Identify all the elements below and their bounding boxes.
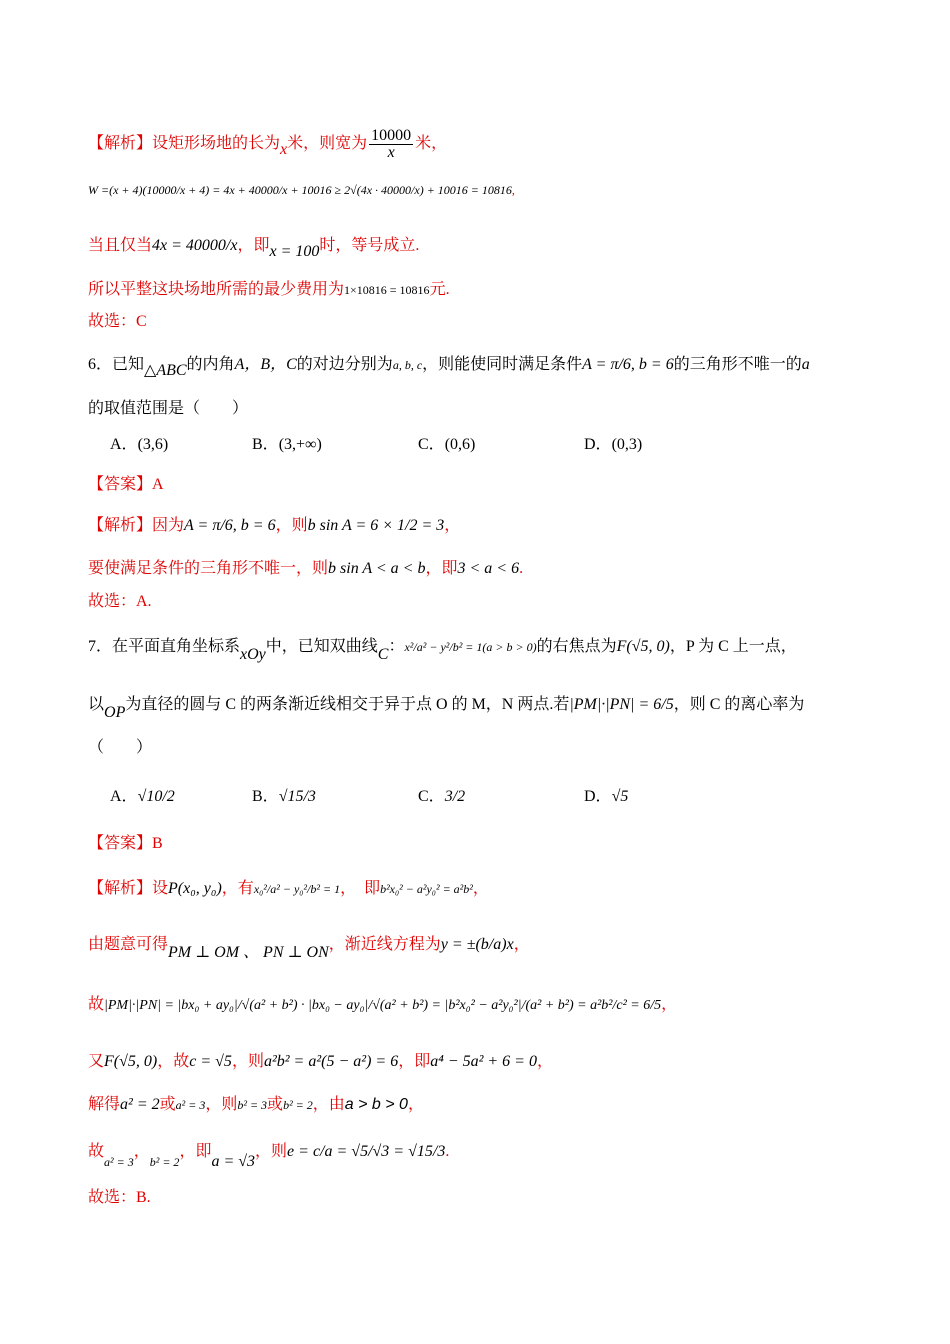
math-formula: x₀²/a² − y₀²/b² = 1 — [253, 882, 341, 896]
text: ，P 为 C 上一点， — [669, 638, 797, 655]
text: ，即 — [398, 1053, 431, 1070]
math-formula: A，B，C — [234, 356, 297, 373]
text: 的右焦点为 — [536, 638, 617, 655]
text: ，则 — [275, 517, 308, 534]
q7-final — [88, 1186, 890, 1210]
option-value: (3,+∞) — [278, 436, 322, 453]
math-formula: 1×10816 = 10816 — [344, 283, 430, 297]
q5-solution-line1 — [88, 128, 890, 161]
math-formula: a, b, c — [392, 358, 423, 372]
option-value: (0,3) — [611, 436, 643, 453]
text: 中，已知双曲线 — [265, 638, 378, 655]
text: ， — [536, 1053, 553, 1070]
q7-stem-line1 — [88, 635, 890, 663]
text: 以 — [88, 696, 105, 713]
q6-option-b — [252, 433, 322, 457]
math-formula: OP — [104, 704, 126, 721]
math-formula: y = ±(b/a)x — [440, 936, 514, 953]
math-formula: b² = 2 — [149, 1155, 180, 1169]
answer-tag: 【答案】 — [88, 476, 153, 493]
text: ，则 — [205, 1096, 238, 1113]
math-formula: b²x₀² − a²y₀² = a²b² — [380, 882, 473, 896]
text: ，即 — [425, 560, 458, 577]
text: ， — [407, 1096, 424, 1113]
text: ，则 — [255, 1143, 288, 1160]
math-formula: x = 100 — [269, 243, 320, 260]
text: 7．在平面直角坐标系 — [88, 638, 241, 655]
math-formula: a² = 3 — [175, 1098, 206, 1112]
option-value: (3,6) — [137, 436, 169, 453]
option-value: √15/3 — [278, 788, 316, 805]
text: 或 — [159, 1096, 176, 1113]
option-label: B． — [252, 788, 279, 805]
q7-option-a — [110, 785, 175, 809]
text: 故 — [88, 1143, 105, 1160]
text: ， 即 — [340, 880, 381, 897]
option-value: √5 — [611, 788, 629, 805]
text: 的三角形不唯一的 — [673, 356, 802, 373]
text: 当且仅当 — [88, 237, 153, 254]
math-formula: b sin A = 6 × 1/2 = 3 — [307, 517, 445, 534]
q6-solution-line1 — [88, 514, 890, 538]
q7-stem-line3 — [88, 736, 890, 760]
q7-solution-line6 — [88, 1140, 890, 1170]
text: 又 — [88, 1053, 105, 1070]
text: 或 — [267, 1096, 284, 1113]
q7-solution-line5 — [88, 1093, 890, 1117]
option-label: C． — [418, 788, 445, 805]
text: 解得 — [88, 1096, 121, 1113]
q6-solution-line2 — [88, 557, 890, 581]
math-formula: PM ⊥ OM 、 PN ⊥ ON — [168, 944, 329, 961]
text: 6．已知 — [88, 356, 145, 373]
answer-value: B — [152, 835, 163, 852]
option-label: A． — [110, 788, 138, 805]
text: ， — [472, 880, 489, 897]
math-formula: |PM|·|PN| = |bx₀ + ay₀|/√(a² + b²) · |bx₀ − ay₀|/√(a² + b²) = |b²x₀² − a²y₀²|/(a² + b²) = a²b²/c² = 6/5 — [104, 998, 662, 1013]
q5-solution-line4 — [88, 278, 890, 302]
q6-final — [88, 590, 890, 614]
fraction-numerator: 10000 — [371, 127, 412, 144]
math-formula: |PM|·|PN| = 6/5 — [569, 696, 674, 713]
math-formula: c = √5 — [189, 1053, 232, 1070]
math-formula: 3 < a < 6 — [457, 560, 520, 577]
math-formula: b sin A < a < b — [328, 560, 426, 577]
text: （ ） — [88, 739, 153, 756]
solution-tag: 【解析】 — [88, 517, 153, 534]
text: ，则 C 的离心率为 — [673, 696, 805, 713]
math-formula: 4x = 40000/x — [152, 237, 238, 254]
q7-solution-line4 — [88, 1050, 890, 1074]
text: 的取值范围是（ ） — [88, 400, 249, 417]
q7-solution-line1 — [88, 877, 890, 901]
answer-value: A — [152, 476, 164, 493]
option-label: A． — [110, 436, 138, 453]
text: 米，则宽为 — [287, 135, 368, 153]
option-label: D． — [584, 788, 612, 805]
q7-answer — [88, 832, 890, 856]
text: 设矩形场地的长为 — [152, 135, 281, 153]
q6-answer — [88, 473, 890, 497]
math-formula: xOy — [240, 646, 266, 663]
answer-tag: 【答案】 — [88, 835, 153, 852]
text: ，则能使同时满足条件 — [422, 356, 583, 373]
text: ，有 — [221, 880, 254, 897]
text: ，故 — [157, 1053, 190, 1070]
text: 所以平整这块场地所需的最少费用为 — [88, 281, 345, 298]
text: ，由 — [312, 1096, 345, 1113]
text: 元. — [429, 281, 450, 298]
text: . — [519, 560, 524, 577]
text: ， — [133, 1143, 150, 1160]
text: 由题意可得 — [88, 936, 169, 953]
math-formula: A = π/6, b = 6 — [582, 356, 674, 373]
text: 故 — [88, 996, 105, 1013]
text: 米， — [415, 135, 448, 153]
q7-stem-line2 — [88, 693, 890, 721]
math-formula: △ABC — [144, 362, 187, 379]
option-label: C． — [418, 436, 445, 453]
option-value: √10/2 — [137, 788, 175, 805]
text: 的对边分别为 — [296, 356, 393, 373]
option-value: (0,6) — [444, 436, 476, 453]
text: ，渐近线方程为 — [328, 936, 441, 953]
solution-tag: 【解析】 — [88, 135, 153, 153]
math-var: a — [801, 356, 810, 373]
option-label: B． — [252, 436, 279, 453]
text: 要使满足条件的三角形不唯一，则 — [88, 560, 329, 577]
math-formula: W =(x + 4)(10000/x + 4) = 4x + 40000/x + 10016 ≥ 2√(4x · 40000/x) + 10016 = 10816 — [88, 183, 512, 197]
q5-answer — [88, 310, 890, 334]
math-formula: a = √3 — [211, 1153, 256, 1170]
q6-option-c — [418, 433, 475, 457]
q5-formula-w — [88, 178, 890, 202]
math-var: C — [377, 646, 389, 663]
text: 的内角 — [186, 356, 235, 373]
math-formula: a²b² = a²(5 − a²) = 6 — [263, 1053, 399, 1070]
text: 因为 — [152, 517, 185, 534]
math-var: x — [280, 141, 288, 159]
text: . — [445, 1143, 450, 1160]
q6-option-a — [110, 433, 168, 457]
fraction-denominator: x — [387, 144, 395, 161]
final-answer: 故选：A. — [88, 593, 152, 610]
text: ，即 — [179, 1143, 212, 1160]
text: 时，等号成立. — [319, 237, 420, 254]
text: 设 — [152, 880, 169, 897]
solution-tag: 【解析】 — [88, 880, 153, 897]
math-formula: A = π/6, b = 6 — [184, 517, 276, 534]
q5-solution-line3 — [88, 234, 890, 258]
option-label: D． — [584, 436, 612, 453]
text: ， — [444, 517, 461, 534]
math-formula: x²/a² − y²/b² = 1(a > b > 0) — [404, 640, 537, 654]
option-value: 3/2 — [444, 788, 466, 805]
q6-stem-line1 — [88, 353, 890, 377]
text: ： — [388, 638, 405, 655]
text: ， — [513, 936, 530, 953]
math-formula: a⁴ − 5a² + 6 = 0 — [430, 1053, 537, 1070]
text: ，即 — [237, 237, 270, 254]
math-formula: F(√5, 0) — [616, 638, 670, 655]
q7-option-d — [584, 785, 628, 809]
q6-stem-line2 — [88, 397, 890, 421]
math-formula: e = c/a = √5/√3 = √15/3 — [287, 1143, 446, 1160]
math-formula: a > b > 0 — [344, 1096, 408, 1113]
final-answer: 故选：B. — [88, 1189, 151, 1206]
text: ， — [661, 996, 678, 1013]
fraction — [369, 128, 413, 161]
math-formula: a² = 3 — [104, 1155, 134, 1169]
q7-solution-line3 — [88, 993, 890, 1018]
q6-option-d — [584, 433, 642, 457]
text: , — [511, 183, 515, 197]
answer-text: 故选：C — [88, 313, 147, 330]
q7-option-b — [252, 785, 316, 809]
math-formula: F(√5, 0) — [104, 1053, 158, 1070]
math-formula: b² = 2 — [283, 1098, 313, 1112]
text: 为直径的圆与 C 的两条渐近线相交于异于点 O 的 M，N 两点.若 — [125, 696, 570, 713]
q7-option-c — [418, 785, 465, 809]
math-formula: b² = 3 — [237, 1098, 268, 1112]
math-formula: a² = 2 — [120, 1096, 160, 1113]
math-formula: P(x₀, y₀) — [168, 880, 222, 897]
text: ，则 — [231, 1053, 264, 1070]
q7-solution-line2 — [88, 933, 890, 961]
